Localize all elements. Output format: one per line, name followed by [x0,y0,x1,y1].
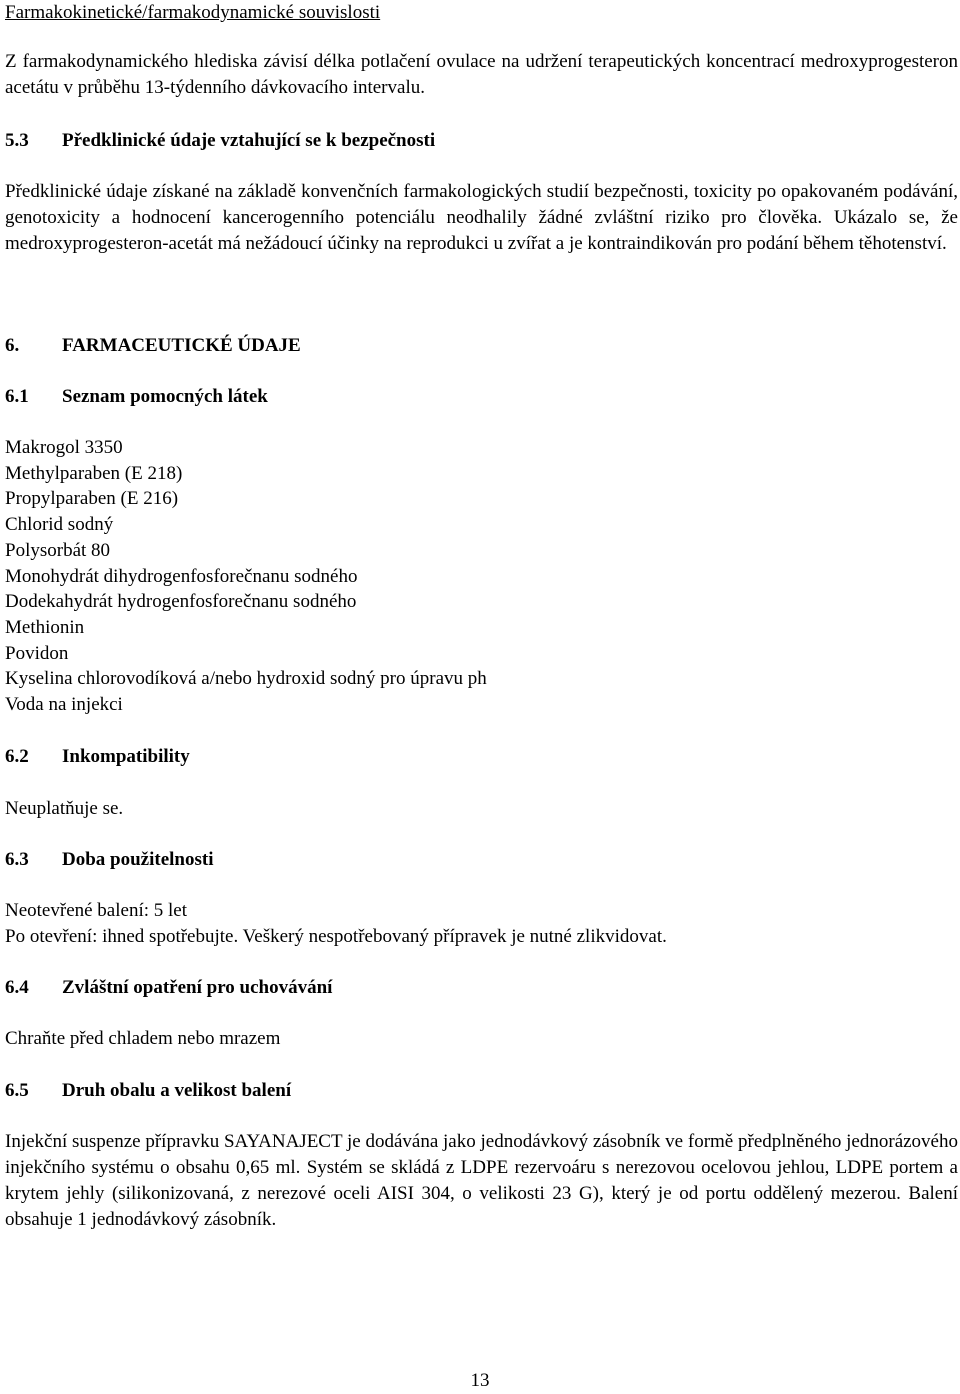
section-number: 6.2 [5,746,29,767]
section-5-3-paragraph: Předklinické údaje získané na základě konvenčních farmakologických studií bezpečnosti, toxicity po opakovaném podávání, genotoxicity a hodnocení kancerogenního potenciálu neodhalily žádné zvláštní riziko pro člověka. Ukázalo se, že medroxyprogesteron-acetát má nežádoucí účinky na reprodukci u zvířat a je kontraindikován pro podání během těhotenství. [5,181,958,254]
list-item: Methylparaben (E 218) [5,462,183,484]
excipients-list [5,435,487,718]
section-6-5-heading [5,1078,291,1104]
list-item: Monohydrát dihydrogenfosforečnanu sodného [5,565,358,587]
shelf-life-opened: Po otevření: ihned spotřebujte. Veškerý nespotřebovaný přípravek je nutné zlikvidovat. [5,926,667,947]
list-item: Voda na injekci [5,694,123,716]
section-number: 6.3 [5,849,29,870]
section-title: Doba použitelnosti [62,849,214,870]
list-item: Dodekahydrát hydrogenfosforečnanu sodného [5,591,357,613]
section-6-3-heading [5,847,214,873]
list-item: Polysorbát 80 [5,539,111,561]
section-6-2-heading [5,744,190,770]
list-item: Chlorid sodný [5,514,114,536]
page-number: 13 [470,1370,490,1391]
section-number: 6. [5,335,20,356]
list-item: Makrogol 3350 [5,437,123,458]
section-6-1-heading [5,384,268,410]
section-6-4-text: Chraňte před chladem nebo mrazem [5,1028,281,1049]
section-title: Zvláštní opatření pro uchovávání [62,977,333,998]
section-number: 6.5 [5,1080,29,1101]
section-number: 6.1 [5,386,29,407]
list-item: Propylparaben (E 216) [5,488,179,510]
section-number: 6.4 [5,977,29,998]
section-6-2-text: Neuplatňuje se. [5,798,124,819]
section-number: 5.3 [5,130,29,151]
section-title: FARMACEUTICKÉ ÚDAJE [62,335,301,356]
list-item: Povidon [5,642,69,664]
list-item: Methionin [5,616,85,638]
section-title: Druh obalu a velikost balení [62,1080,292,1101]
intro-paragraph: Z farmakodynamického hlediska závisí délka potlačení ovulace na udržení terapeutických koncentrací medroxyprogesteron acetátu v průběhu 13-týdenního dávkovacího intervalu. [5,51,958,98]
section-title: Seznam pomocných látek [62,386,268,407]
section-6-heading [5,333,301,359]
section-title: Předklinické údaje vztahující se k bezpečnosti [62,130,436,151]
section-title: Inkompatibility [62,746,190,767]
section-6-5-paragraph: Injekční suspenze přípravku SAYANAJECT je dodávána jako jednodávkový zásobník ve formě předplněného jednorázového injekčního systému o obsahu 0,65 ml. Systém se skládá z LDPE rezervoáru s nerezovou ocelovou jehlou, LDPE portem a krytem jehly (silikonizovaná, z nerezové oceli AISI 304, o velikosti 23 G), který je od portu oddělený mezerou. Balení obsahuje 1 jednodávkový zásobník. [5,1131,958,1230]
section-5-3-heading [5,128,435,154]
shelf-life-unopened: Neotevřené balení: 5 let [5,900,188,921]
list-item: Kyselina chlorovodíková a/nebo hydroxid sodný pro úpravu ph [5,668,487,690]
section-6-4-heading [5,975,332,1001]
subsection-heading-pk-pd: Farmakokinetické/farmakodynamické souvislosti [5,2,381,23]
